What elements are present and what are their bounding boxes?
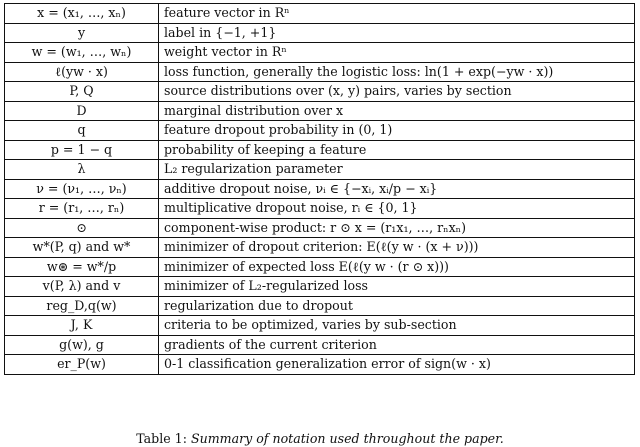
table-row — [5, 4, 635, 24]
notation-meaning: L₂ regularization parameter — [159, 160, 635, 180]
notation-meaning: 0-1 classification generalization error of sign(w · x) — [159, 355, 635, 375]
notation-symbol: v(P, λ) and v — [5, 277, 159, 297]
notation-meaning: source distributions over (x, y) pairs, varies by section — [159, 82, 635, 102]
table-row — [5, 121, 635, 141]
notation-symbol: D — [5, 101, 159, 121]
table-row — [5, 199, 635, 219]
notation-symbol: P, Q — [5, 82, 159, 102]
table-row — [5, 23, 635, 43]
notation-meaning: probability of keeping a feature — [159, 140, 635, 160]
notation-meaning: marginal distribution over x — [159, 101, 635, 121]
table-row — [5, 257, 635, 277]
notation-symbol: w = (w₁, …, wₙ) — [5, 43, 159, 63]
table-row — [5, 140, 635, 160]
notation-symbol: g(w), g — [5, 335, 159, 355]
caption-label: Table 1: — [136, 431, 187, 446]
notation-symbol: ℓ(yw · x) — [5, 62, 159, 82]
notation-meaning: feature dropout probability in (0, 1) — [159, 121, 635, 141]
table-row — [5, 43, 635, 63]
notation-meaning: minimizer of expected loss E(ℓ(y w · (r ⊙ x))) — [159, 257, 635, 277]
notation-symbol: J, K — [5, 316, 159, 336]
table-row — [5, 316, 635, 336]
table-row — [5, 296, 635, 316]
notation-table-container — [4, 3, 635, 375]
notation-meaning: minimizer of dropout criterion: E(ℓ(y w · (x + ν))) — [159, 238, 635, 258]
notation-meaning: gradients of the current criterion — [159, 335, 635, 355]
notation-symbol: ⊙ — [5, 218, 159, 238]
notation-meaning: criteria to be optimized, varies by sub-section — [159, 316, 635, 336]
notation-symbol: reg_D,q(w) — [5, 296, 159, 316]
table-row — [5, 101, 635, 121]
notation-symbol: λ — [5, 160, 159, 180]
table-caption — [0, 431, 640, 447]
table-row — [5, 218, 635, 238]
notation-symbol: y — [5, 23, 159, 43]
notation-symbol: r = (r₁, …, rₙ) — [5, 199, 159, 219]
table-row — [5, 179, 635, 199]
caption-text: Summary of notation used throughout the paper. — [190, 431, 504, 446]
notation-meaning: multiplicative dropout noise, rᵢ ∈ {0, 1} — [159, 199, 635, 219]
notation-symbol: w⊛ = w*/p — [5, 257, 159, 277]
table-row — [5, 335, 635, 355]
table-row — [5, 62, 635, 82]
notation-meaning: weight vector in Rⁿ — [159, 43, 635, 63]
notation-meaning: loss function, generally the logistic loss: ln(1 + exp(−yw · x)) — [159, 62, 635, 82]
notation-symbol: er_P(w) — [5, 355, 159, 375]
table-row — [5, 82, 635, 102]
notation-symbol: ν = (ν₁, …, νₙ) — [5, 179, 159, 199]
table-row — [5, 277, 635, 297]
notation-table — [4, 3, 635, 375]
notation-symbol: q — [5, 121, 159, 141]
notation-symbol: x = (x₁, …, xₙ) — [5, 4, 159, 24]
notation-meaning: additive dropout noise, νᵢ ∈ {−xᵢ, xᵢ/p − xᵢ} — [159, 179, 635, 199]
notation-meaning: feature vector in Rⁿ — [159, 4, 635, 24]
notation-meaning: minimizer of L₂-regularized loss — [159, 277, 635, 297]
notation-symbol: p = 1 − q — [5, 140, 159, 160]
notation-meaning: regularization due to dropout — [159, 296, 635, 316]
notation-meaning: label in {−1, +1} — [159, 23, 635, 43]
table-row — [5, 355, 635, 375]
notation-symbol: w*(P, q) and w* — [5, 238, 159, 258]
table-row — [5, 238, 635, 258]
notation-meaning: component-wise product: r ⊙ x = (r₁x₁, …, rₙxₙ) — [159, 218, 635, 238]
table-row — [5, 160, 635, 180]
